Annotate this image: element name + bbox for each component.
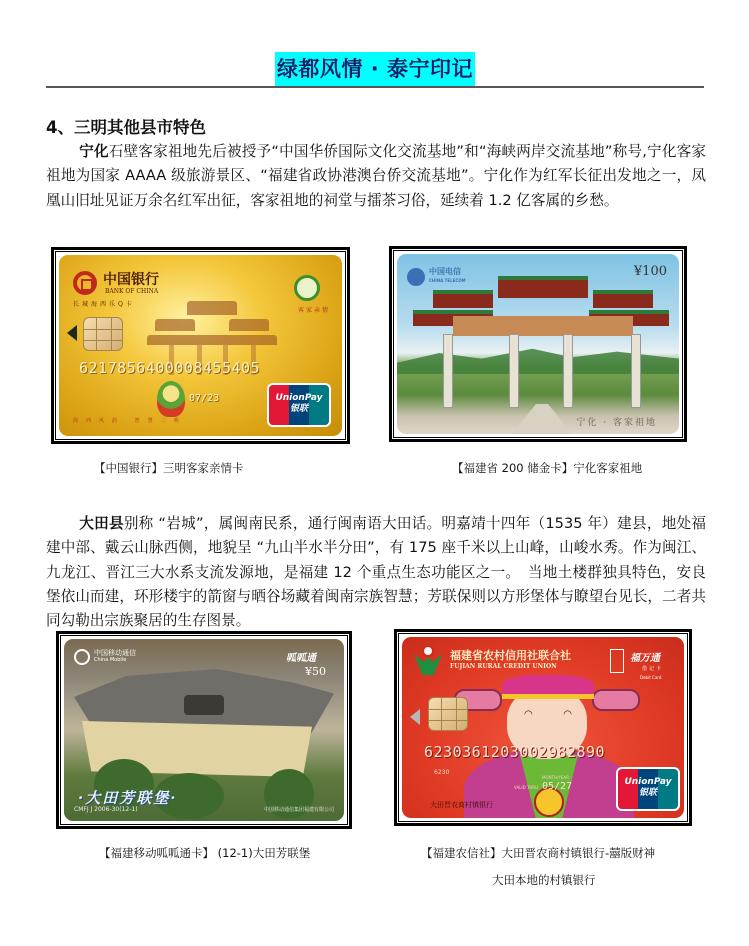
card-brand: 呱呱通 [286,653,316,664]
issuer-company: 中国移动通信集团福建有限公司 [263,807,334,813]
scene-caption: 宁化 · 客家祖地 [576,418,657,428]
figure-caption: 【福建移动呱呱通卡】 (12-1)大田芳联堡 [99,846,311,860]
paifang-gate-illustration [413,276,669,416]
bank-name-en: BANK OF CHINA [105,288,159,295]
paragraph-text: 别称 “岩城”，属闽南民系，通行闽南语大田话。明嘉靖十四年（1535 年）建县，地处福建中部、戴云山脉西侧，地貌呈 “九山半水半分田”，有 175 座千米以上山峰，山峻水秀。作为闽江、九龙江、晋江三大水系支流发源地，是福建 12 个重点生态功能区之一。 当地土楼群独具特色，安良堡依山而建，环形楼宇的箭窗与晒谷场藏着闽南宗族智慧；芳联保则以方形堡体与瞭望台见长，二者共同勾勒出宗族聚居的生存图景。 [46,515,706,630]
issuer-name-en: China Mobile [94,657,127,663]
card-number: 6230361203002982890 [424,743,606,761]
card-code: CMFJ J 2006-30(12-1) [74,806,138,813]
card-product-en: Debit Card [640,675,662,680]
card-product: 福万通 [630,653,660,664]
figure-caption: 【福建农信社】大田晋农商村镇银行-囍版财神 [421,846,656,860]
caishen-eyes-illustration: ◠ ◠ [524,709,572,720]
card-number: 6217856400008455405 [79,359,261,377]
china-mobile-logo-icon [74,649,90,665]
unionpay-logo-icon: UnionPay 银联 [616,767,680,811]
issuer-name: 中国移动通信 [94,649,136,657]
emv-chip-icon [428,697,468,731]
issuer-name: 福建省农村信用社联合社 [450,649,571,662]
telecom-card-image [397,254,679,434]
hakka-seal-icon [294,275,320,301]
caishen-hat-wing-illustration [592,689,640,711]
figure-boc-card [51,247,350,444]
header-divider [46,86,704,88]
figure-telecom-card [389,246,687,442]
paragraph-text: 石壁客家祖地先后被授予“中国华侨国际文化交流基地”和“海峡两岸交流基地”称号,宁化客家祖地为国家 AAAA 级旅游景区、“福建省政协港澳台侨交流基地”。宁化作为红军长征出发地之一，凤凰山旧址见证万余名红军出征，客家祖地的祠堂与擂茶习俗，延续着 1.2 亿客属的乡愁。 [46,143,706,209]
card-insert-arrow-icon [67,325,77,341]
paragraph-lead: 宁化 [79,143,109,160]
issuer-name-en: FUJIAN RURAL CREDIT UNION [450,663,557,670]
figure-rcu-card [394,629,692,826]
paragraph-lead: 大田县 [79,515,124,532]
card-value: ¥50 [305,665,326,678]
section-heading: 4、三明其他县市特色 [46,118,206,137]
paragraph-ninghua [46,140,706,213]
card-expiry: 07/23 [189,393,220,404]
issuer-name: 中国电信 [429,267,461,276]
card-product-sub: 借记卡 [642,666,664,672]
card-product: 长城海西乐Q卡 [73,301,135,308]
boc-logo-icon [73,271,97,295]
card-bin: 6230 [434,769,450,776]
caishen-hat-illustration [502,675,594,699]
figure-caption-line2: 大田本地的村镇银行 [492,873,596,887]
boc-card-image [59,255,342,436]
mobile-card-image [64,639,344,821]
rcu-card-image [402,637,684,818]
card-expiry: 05/27 [542,781,573,792]
tulou-courtyard-illustration [184,695,224,715]
bank-name: 中国银行 [103,272,159,288]
bank-branch: 大田晋农商村镇银行 [430,801,493,809]
issuer-name-en: CHINA TELECOM [429,278,466,283]
mascot-icon [157,381,185,417]
seal-text: 客家亲情 [297,307,330,314]
card-insert-arrow-icon [410,709,420,725]
page-title: 绿都风情 · 泰宁印记 [275,52,475,86]
paragraph-datian [46,512,706,633]
unionpay-logo-icon: UnionPay 银联 [267,383,331,427]
page-header [46,52,704,86]
emv-chip-icon [83,317,123,351]
valid-thru-label: VALID THRU [514,785,539,790]
card-slogan: 海西风韵 智慧三明 [73,418,187,424]
site-name: ·大田芳联堡· [78,789,178,807]
figure-mobile-card [56,631,352,829]
card-value: ¥100 [633,264,667,279]
fu-seal-icon [610,649,624,673]
rcu-logo-dot-icon [422,645,434,657]
figure-caption: 【中国银行】三明客家亲情卡 [94,461,244,475]
month-year-label: MONTH/YEAR [542,775,569,780]
figure-caption: 【福建省 200 储金卡】宁化客家祖地 [452,461,643,475]
